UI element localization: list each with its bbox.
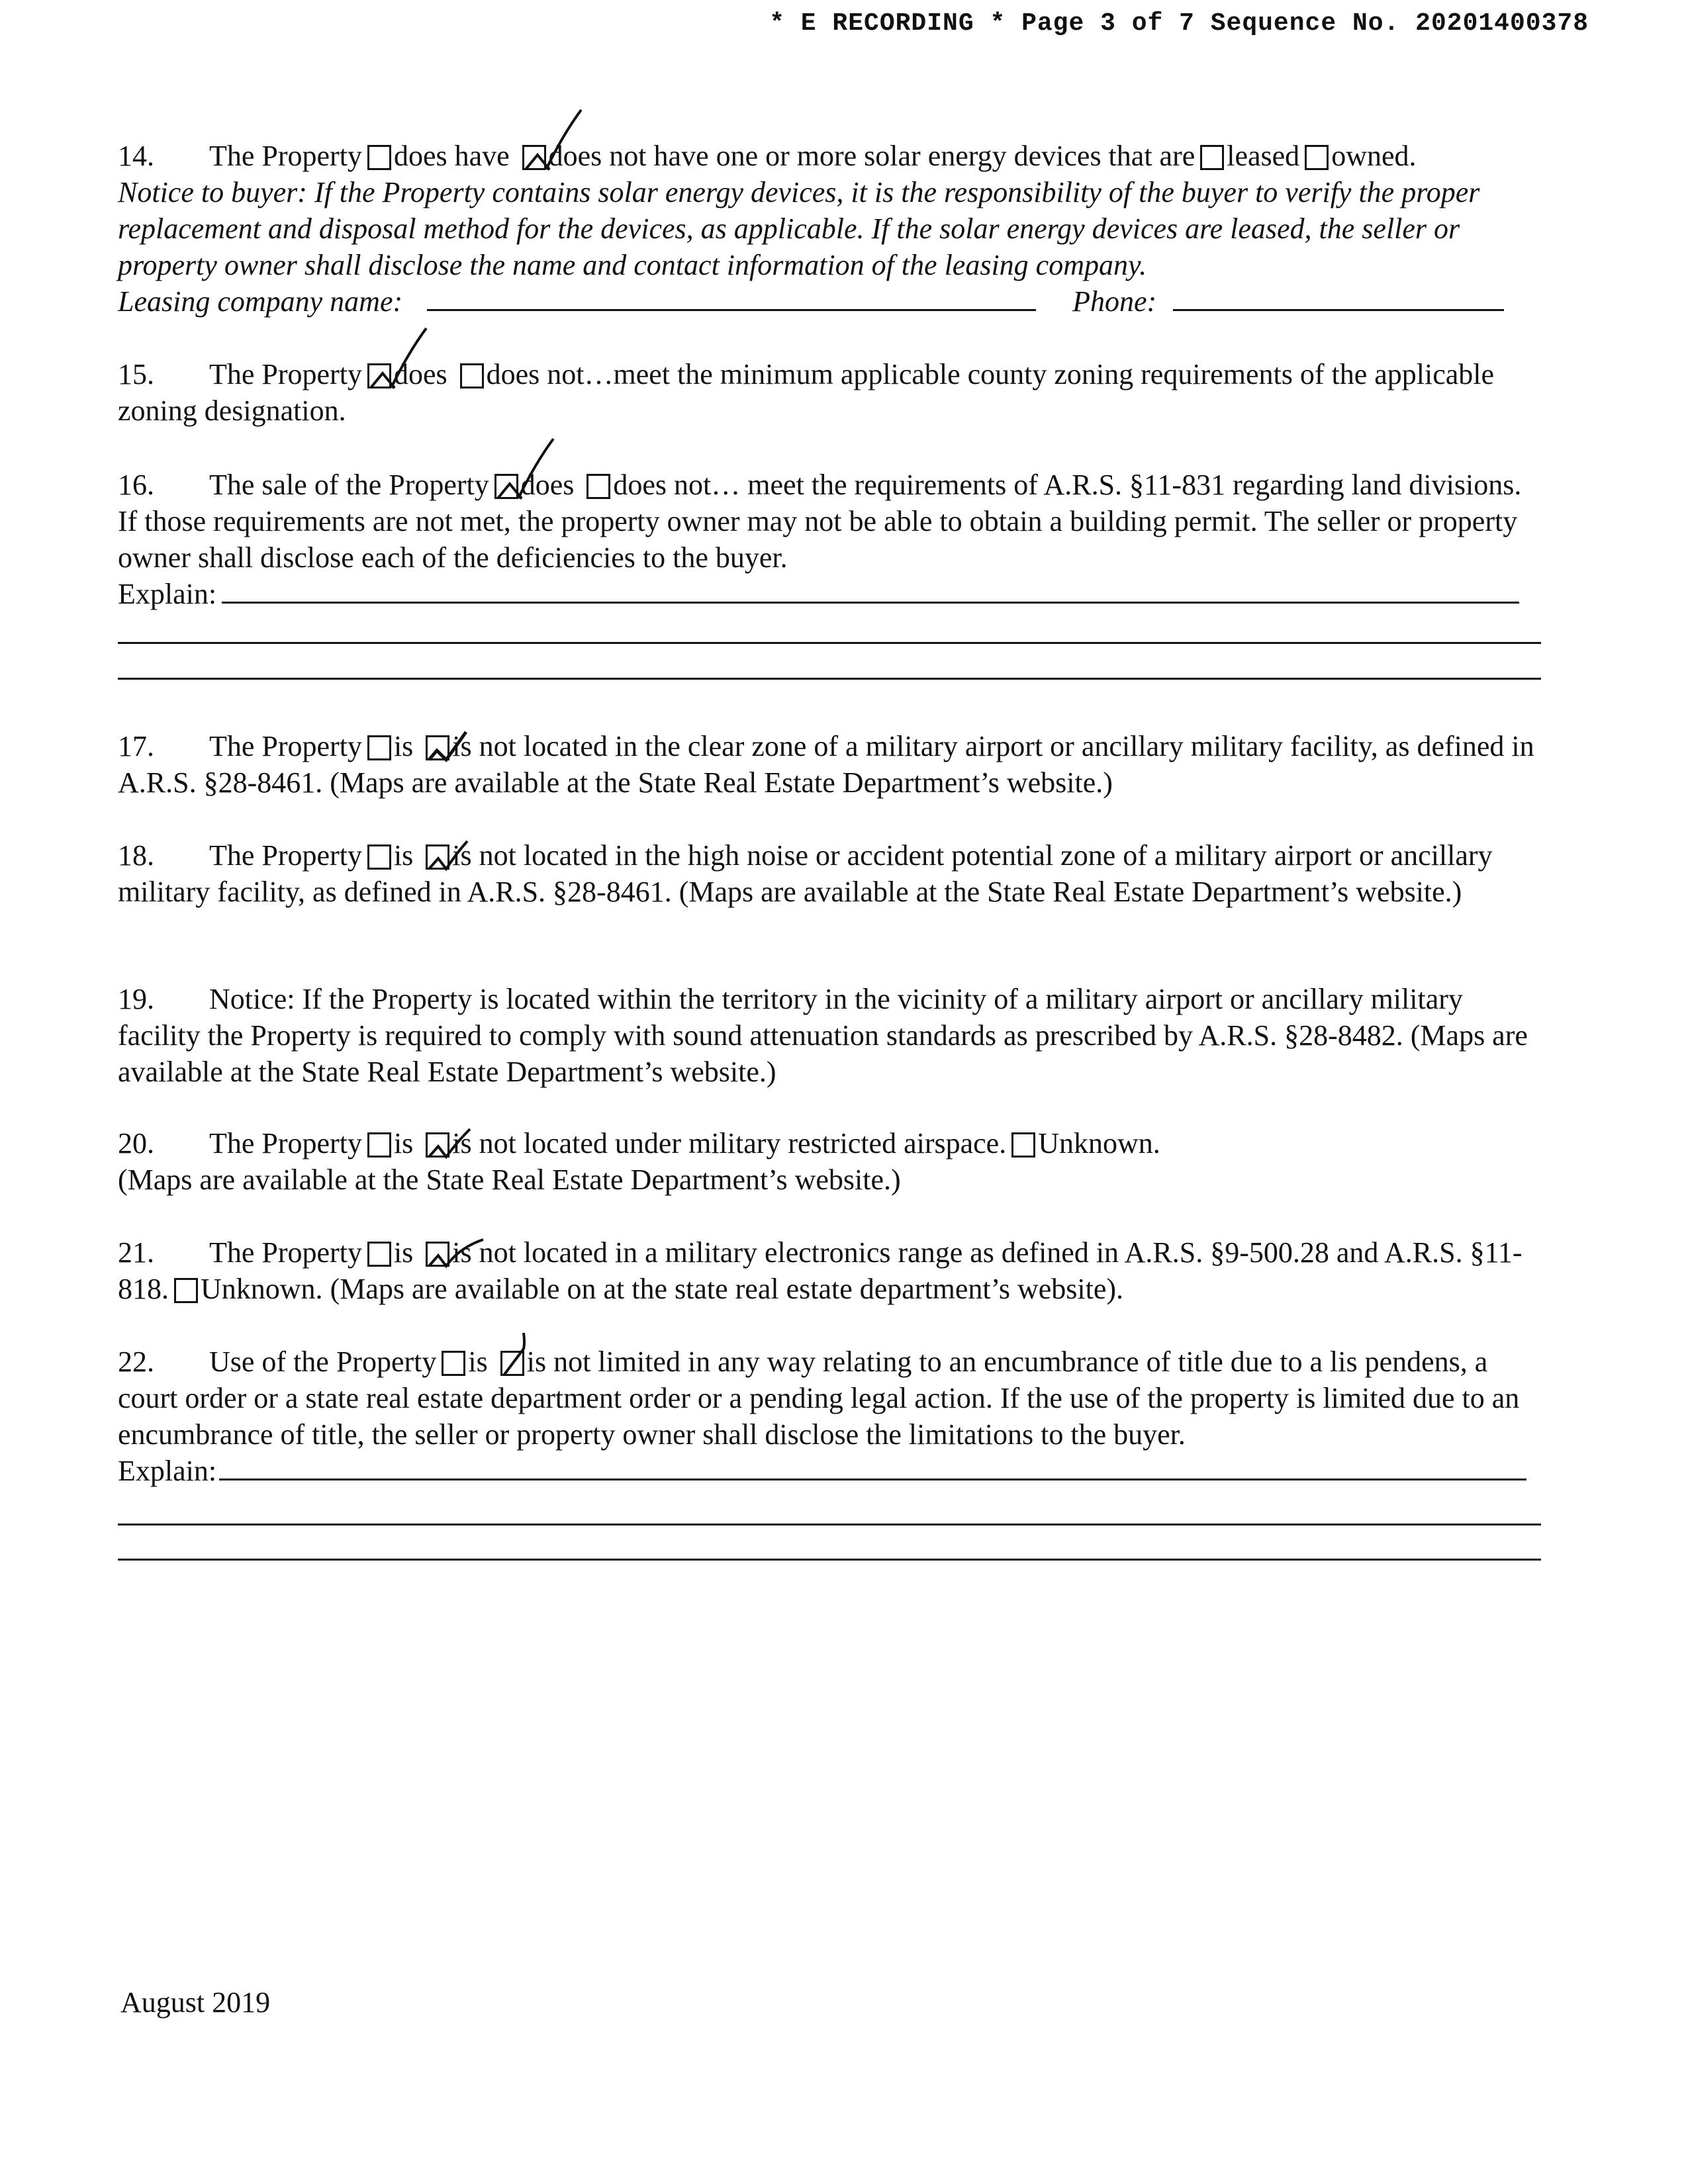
item-text: The Property: [209, 358, 362, 390]
explain-label: Explain:: [118, 1455, 217, 1487]
explain-field[interactable]: [219, 1478, 1526, 1480]
item-text: The Property: [209, 140, 362, 172]
solar-notice: Notice to buyer: If the Property contains solar energy devices, it is the responsibility of the buyer to verify the proper replacement and disposal method for the devices, as applicable. If the solar energy devices are leased, the seller or property owner shall disclose the name and contact information of the leasing company.: [118, 176, 1480, 281]
checkbox-is[interactable]: [367, 1242, 391, 1267]
item-14: [118, 138, 1534, 320]
explain-line[interactable]: [118, 642, 1541, 644]
checkbox-leased[interactable]: [1200, 145, 1224, 170]
checkbox-does[interactable]: [494, 474, 518, 499]
checkbox-is-not[interactable]: [426, 735, 449, 760]
item-text: The Property: [209, 730, 362, 762]
checkbox-is-not[interactable]: [426, 1242, 449, 1267]
option-label: Unknown.: [1038, 1127, 1160, 1160]
option-label: Unknown.: [201, 1273, 323, 1305]
item-number: 17.: [118, 730, 154, 762]
check-mark-icon: [426, 699, 486, 765]
checkbox-is-not[interactable]: [500, 1351, 524, 1376]
form-date: August 2019: [120, 1986, 271, 2019]
option-label: is not located in a military electronics range as defined in A.R.S. §9-500.28 and A.R.S. §11-818.: [118, 1236, 1523, 1305]
maps-note: (Maps are available on at the state real estate department’s website).: [330, 1273, 1124, 1305]
checkbox-is[interactable]: [367, 1132, 391, 1158]
option-label: leased: [1227, 140, 1300, 172]
item-number: 22.: [118, 1345, 154, 1378]
option-label: does: [393, 358, 447, 390]
option-label: is: [393, 1127, 414, 1160]
option-label: is: [393, 730, 414, 762]
explain-line[interactable]: [118, 1559, 1541, 1561]
checkbox-is[interactable]: [442, 1351, 465, 1376]
option-label: is not located under military restricted airspace.: [452, 1127, 1007, 1160]
item-number: 14.: [118, 140, 154, 172]
check-mark-icon: [523, 109, 583, 175]
option-label: is: [393, 839, 414, 872]
item-number: 19.: [118, 983, 154, 1015]
phone-label: Phone:: [1072, 285, 1157, 318]
item-text: Use of the Property: [209, 1345, 437, 1378]
item-number: 15.: [118, 358, 154, 390]
checkbox-owned[interactable]: [1305, 145, 1329, 170]
item-number: 18.: [118, 839, 154, 872]
recording-header: * E RECORDING * Page 3 of 7 Sequence No. 20201400378: [769, 9, 1589, 38]
leasing-row: [118, 283, 1534, 320]
item-number: 20.: [118, 1127, 154, 1160]
check-mark-icon: [426, 1096, 486, 1162]
item-17: [118, 728, 1534, 801]
item-text: The Property: [209, 1127, 362, 1160]
option-label: is not located in the high noise or accident potential zone of a military airport or ancillary military facility, as defined in A.R.S. §28-8461. (Maps are available at the State Real Estate Department’s website.): [118, 839, 1493, 908]
option-label: owned.: [1331, 140, 1417, 172]
item-text: The sale of the Property: [209, 469, 489, 501]
checkbox-unknown[interactable]: [1011, 1132, 1035, 1158]
check-mark-icon: [426, 808, 486, 874]
item-15: [118, 356, 1534, 429]
item-number: 16.: [118, 469, 154, 501]
checkbox-is[interactable]: [367, 735, 391, 760]
check-mark-icon: [426, 1205, 486, 1271]
explain-line[interactable]: [118, 1524, 1541, 1525]
explain-row: [118, 1453, 1534, 1489]
explain-row: [118, 576, 1534, 612]
leasing-company-field[interactable]: [427, 308, 1036, 311]
option-label: is: [468, 1345, 488, 1378]
item-18: [118, 837, 1534, 910]
item-text: The Property: [209, 839, 362, 872]
item-text: Notice: If the Property is located within the territory in the vicinity of a military airport or ancillary military facility the Property is required to comply with sound attenuation standards as prescribed by A.R.S. §28-8482. (Maps are available at the State Real Estate Department’s website.): [118, 983, 1528, 1088]
checkbox-unknown[interactable]: [174, 1278, 198, 1303]
option-label: does have: [393, 140, 510, 172]
option-label: is not limited in any way relating to an encumbrance of title due to a lis pendens, a court order or a state real estate department order or a pending legal action. If the use of the property is limited due to an encumbrance of title, the seller or property owner shall disclose the limitations to the buyer.: [118, 1345, 1520, 1451]
checkbox-does[interactable]: [367, 363, 391, 388]
check-mark-icon: [501, 1314, 561, 1381]
check-mark-icon: [368, 327, 428, 393]
explain-field[interactable]: [222, 601, 1519, 604]
checkbox-does-not[interactable]: [586, 474, 610, 499]
option-label: does not…meet the minimum applicable county zoning requirements of the applicable zoning designation.: [118, 358, 1495, 427]
checkbox-is-not[interactable]: [426, 844, 449, 870]
checkbox-does-not-have[interactable]: [522, 145, 546, 170]
checkbox-does-have[interactable]: [367, 145, 391, 170]
explain-label: Explain:: [118, 578, 217, 610]
phone-field[interactable]: [1173, 308, 1504, 311]
leasing-company-label: Leasing company name:: [118, 285, 403, 318]
item-16: [118, 467, 1534, 612]
option-label: does not… meet the requirements of A.R.S. §11-831 regarding land divisions. If those requirements are not met, the property owner may not be able to obtain a building permit. The seller or property owner shall disclose each of the deficiencies to the buyer.: [118, 469, 1522, 574]
option-label: is not located in the clear zone of a military airport or ancillary military facility, as defined in A.R.S. §28-8461. (Maps are available at the State Real Estate Department’s website.): [118, 730, 1534, 799]
check-mark-icon: [495, 437, 555, 504]
item-20: [118, 1125, 1534, 1198]
explain-line[interactable]: [118, 678, 1541, 680]
option-label: is: [393, 1236, 414, 1269]
checkbox-does-not[interactable]: [460, 363, 484, 388]
item-number: 21.: [118, 1236, 154, 1269]
checkbox-is-not[interactable]: [426, 1132, 449, 1158]
item-text: The Property: [209, 1236, 362, 1269]
item-22: [118, 1343, 1534, 1489]
maps-note: (Maps are available at the State Real Estate Department’s website.): [118, 1163, 901, 1196]
option-label: does not have one or more solar energy devices that are: [548, 140, 1196, 172]
item-21: [118, 1234, 1534, 1307]
item-19: [118, 981, 1534, 1090]
checkbox-is[interactable]: [367, 844, 391, 870]
option-label: does: [520, 469, 575, 501]
